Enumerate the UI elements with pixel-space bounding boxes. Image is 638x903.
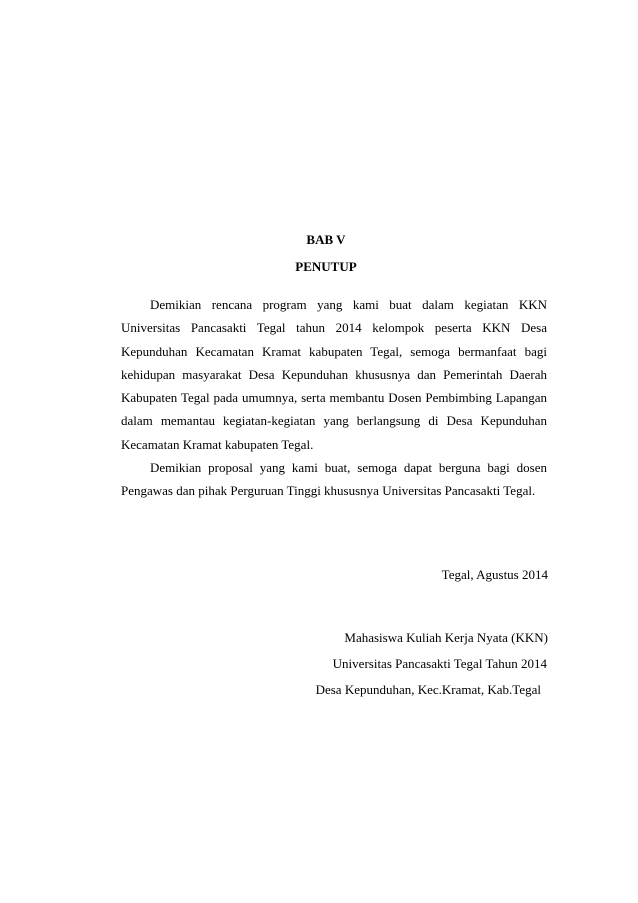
signature-line-2: Universitas Pancasakti Tegal Tahun 2014	[332, 656, 547, 671]
chapter-title: PENUTUP	[295, 259, 357, 274]
chapter-heading: BAB V	[306, 232, 346, 247]
signature-line-3: Desa Kepunduhan, Kec.Kramat, Kab.Tegal	[315, 682, 541, 697]
body-paragraph-1: Demikian rencana program yang kami buat dalam kegiatan KKN Universitas Pancasakti Tegal tahun 2014 kelompok peserta KKN Desa Kepunduhan Kecamatan Kramat kabupaten Tegal, semoga bermanfaat bagi kehidupan masyarakat Desa Kepunduhan khususnya dan Pemerintah Daerah Kabupaten Tegal pada umumnya, serta membantu Dosen Pembimbing Lapangan dalam memantau kegiatan-kegiatan yang berlangsung di Desa Kepunduhan Kecamatan Kramat kabupaten Tegal.	[121, 297, 547, 452]
body-paragraph-2: Demikian proposal yang kami buat, semoga dapat berguna bagi dosen Pengawas dan pihak Perguruan Tinggi khususnya Universitas Pancasakti Tegal.	[121, 460, 547, 499]
place-date: Tegal, Agustus 2014	[441, 567, 548, 582]
signature-line-1: Mahasiswa Kuliah Kerja Nyata (KKN)	[344, 630, 548, 645]
